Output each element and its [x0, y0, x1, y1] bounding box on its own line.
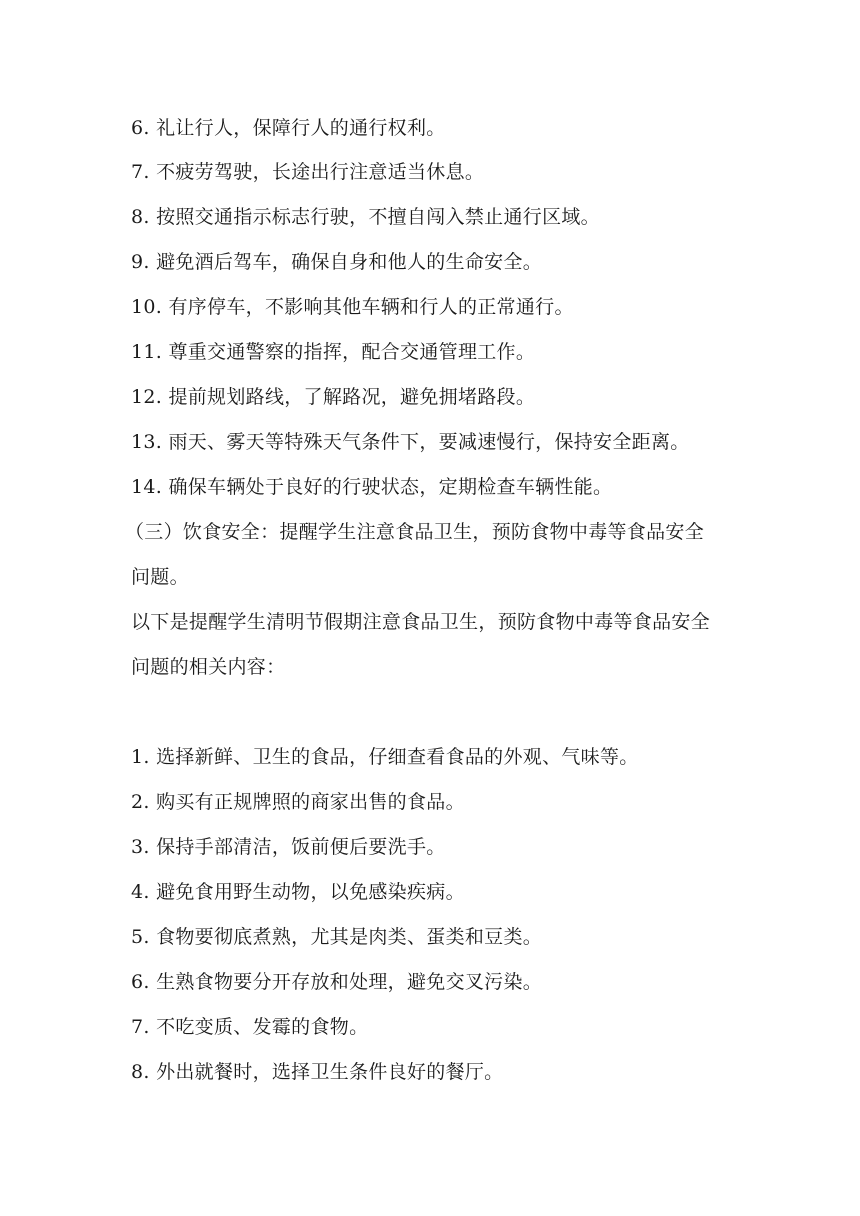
traffic-item-14: 14. 确保车辆处于良好的行驶状态，定期检查车辆性能。	[131, 476, 613, 498]
section-heading-continuation: 问题。	[131, 566, 189, 588]
food-item-4: 4. 避免食用野生动物，以免感染疾病。	[131, 881, 465, 903]
traffic-item-13: 13. 雨天、雾天等特殊天气条件下，要减速慢行，保持安全距离。	[131, 431, 690, 453]
traffic-item-12: 12. 提前规划路线，了解路况，避免拥堵路段。	[131, 386, 536, 408]
traffic-item-6: 6. 礼让行人，保障行人的通行权利。	[131, 117, 446, 139]
food-item-8: 8. 外出就餐时，选择卫生条件良好的餐厅。	[131, 1061, 504, 1083]
food-item-3: 3. 保持手部清洁，饭前便后要洗手。	[131, 836, 446, 858]
intro-paragraph-line1: 以下是提醒学生清明节假期注意食品卫生，预防食物中毒等食品安全	[131, 611, 711, 633]
traffic-item-7: 7. 不疲劳驾驶，长途出行注意适当休息。	[131, 161, 485, 183]
traffic-item-9: 9. 避免酒后驾车，确保自身和他人的生命安全。	[131, 251, 543, 273]
traffic-item-11: 11. 尊重交通警察的指挥，配合交通管理工作。	[131, 341, 536, 363]
food-item-1: 1. 选择新鲜、卫生的食品，仔细查看食品的外观、气味等。	[131, 746, 639, 768]
food-item-6: 6. 生熟食物要分开存放和处理，避免交叉污染。	[131, 971, 543, 993]
food-item-7: 7. 不吃变质、发霉的食物。	[131, 1016, 369, 1038]
food-item-5: 5. 食物要彻底煮熟，尤其是肉类、蛋类和豆类。	[131, 926, 543, 948]
intro-paragraph-line2: 问题的相关内容：	[131, 656, 286, 678]
section-heading-food-safety: （三）饮食安全：提醒学生注意食品卫生，预防食物中毒等食品安全	[125, 521, 705, 543]
food-item-2: 2. 购买有正规牌照的商家出售的食品。	[131, 791, 465, 813]
traffic-item-8: 8. 按照交通指示标志行驶，不擅自闯入禁止通行区域。	[131, 206, 600, 228]
traffic-item-10: 10. 有序停车，不影响其他车辆和行人的正常通行。	[131, 296, 574, 318]
